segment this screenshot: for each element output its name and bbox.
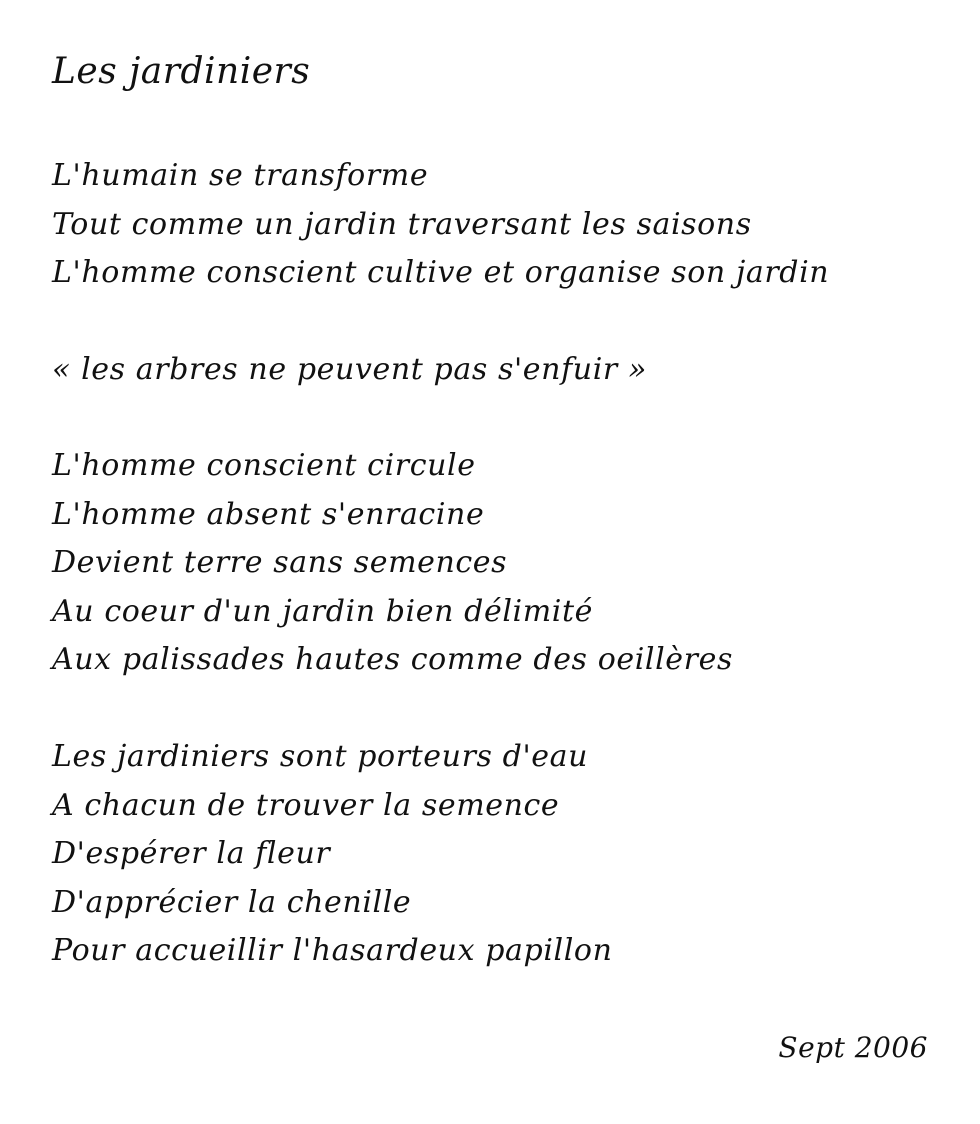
stanza-4 — [52, 733, 952, 976]
poem-line: L'homme absent s'enracine — [52, 496, 485, 532]
poem-line: Devient terre sans semences — [52, 545, 508, 580]
poem-line: L'homme conscient cultive et organise son jardin — [52, 255, 830, 290]
poem-line: Au coeur d'un jardin bien délimité — [52, 593, 593, 629]
poem-line: Pour accueillir l'hasardeux papillon — [52, 933, 613, 968]
poem-date: Sept 2006 — [778, 1031, 928, 1064]
poem-line: D'espérer la fleur — [52, 836, 331, 871]
poem-line: Aux palissades hautes comme des oeillères — [52, 642, 733, 677]
poem-line: D'apprécier la chenille — [52, 884, 412, 920]
stanza-1 — [52, 152, 952, 298]
poem-line: Les jardiniers sont porteurs d'eau — [52, 739, 589, 774]
poem-title: Les jardiniers — [52, 51, 311, 92]
poem-line: L'humain se transforme — [52, 158, 429, 193]
stanza-2 — [52, 346, 952, 395]
poem-line: L'homme conscient circule — [52, 448, 476, 483]
poem-line: Tout comme un jardin traversant les saisons — [52, 206, 752, 242]
poem-line: « les arbres ne peuvent pas s'enfuir » — [52, 352, 647, 387]
stanza-3 — [52, 442, 952, 685]
poem-line: A chacun de trouver la semence — [52, 787, 560, 823]
